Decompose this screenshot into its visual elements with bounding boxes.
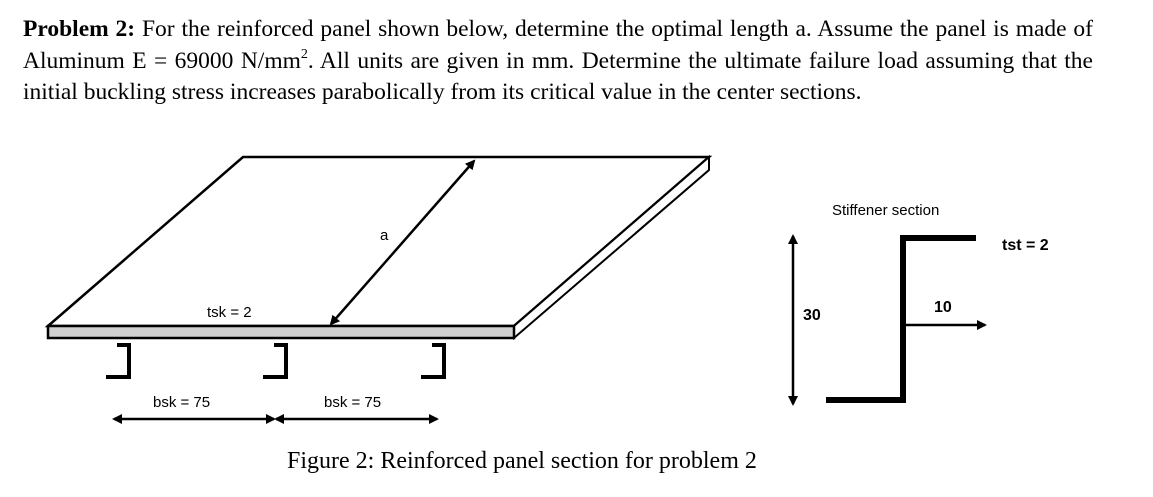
stiffener-1 [106,345,129,377]
stiffener-section-shape [826,238,976,400]
panel-front-edge [48,326,514,338]
length-label: a [380,227,389,244]
stiffener-flange-label: 10 [934,299,952,316]
spacing-label-1: bsk = 75 [153,394,211,411]
stiffener-section-title: Stiffener section [832,202,940,219]
stiffener-2 [263,345,286,377]
problem-heading: Problem 2: [23,16,136,42]
figure-caption: Figure 2: Reinforced panel section for problem 2 [287,448,757,474]
spacing-label-2: bsk = 75 [324,394,382,411]
problem-text-part1: For the reinforced panel shown below, determine the optimal length a. Assume the panel is made of Aluminum E = 69000 N/mm [23,16,1094,74]
stiffener-thickness-label: tst = 2 [1002,237,1049,254]
stiffener-3 [421,345,444,377]
stiffener-height-label: 30 [803,307,821,324]
problem-superscript: 2 [300,46,308,62]
skin-thickness-label: tsk = 2 [207,304,252,321]
problem-text-part2: . All units are given in mm. Determine the ultimate failure load assuming that the initial buckling stress increases parabolically from its critical value in the center sections. [23,47,1093,105]
panel-top-face [48,157,709,326]
